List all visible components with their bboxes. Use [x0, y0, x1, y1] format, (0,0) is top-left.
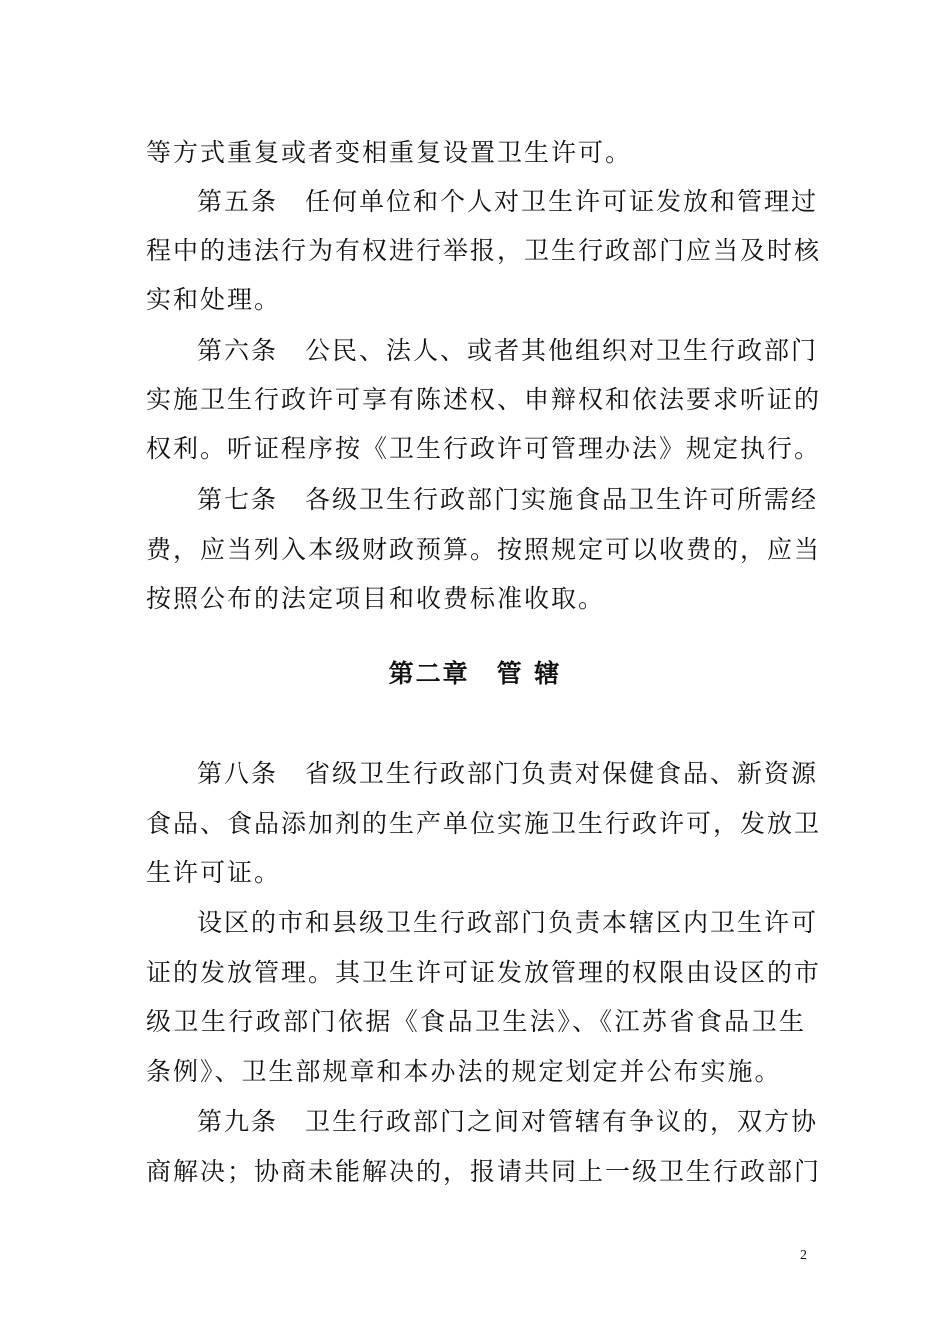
text-line: 程中的违法行为有权进行举报，卫生行政部门应当及时核 — [146, 236, 822, 265]
article-7-line-1: 第七条 各级卫生行政部门实施食品卫生许可所需经 — [197, 485, 819, 514]
text-line: 实施卫生行政许可享有陈述权、申辩权和依法要求听证的 — [146, 385, 822, 414]
text-line: 实和处理。 — [146, 285, 282, 314]
text-line: 商解决；协商未能解决的，报请共同上一级卫生行政部门 — [146, 1157, 822, 1186]
article-9-line-1: 第九条 卫生行政部门之间对管辖有争议的，双方协 — [197, 1107, 819, 1136]
text-line: 生许可证。 — [146, 858, 282, 887]
text-line: 费，应当列入本级财政预算。按照规定可以收费的，应当 — [146, 535, 822, 564]
text-line: 证的发放管理。其卫生许可证发放管理的权限由设区的市 — [146, 958, 822, 987]
text-line: 权利。听证程序按《卫生行政许可管理办法》规定执行。 — [146, 434, 822, 463]
article-5-line-1: 第五条 任何单位和个人对卫生许可证发放和管理过 — [197, 187, 819, 216]
text-line: 级卫生行政部门依据《食品卫生法》、《江苏省食品卫生 — [146, 1007, 806, 1036]
text-line: 等方式重复或者变相重复设置卫生许可。 — [146, 138, 633, 167]
text-line: 食品、食品添加剂的生产单位实施卫生行政许可，发放卫 — [146, 809, 822, 838]
page-number: 2 — [800, 1248, 807, 1263]
article-8-line-1: 第八条 省级卫生行政部门负责对保健食品、新资源 — [197, 759, 819, 788]
text-line: 按照公布的法定项目和收费标准收取。 — [146, 584, 606, 613]
text-line: 条例》、卫生部规章和本办法的规定划定并公布实施。 — [146, 1057, 782, 1086]
paragraph-line-1: 设区的市和县级卫生行政部门负责本辖区内卫生许可 — [197, 908, 819, 937]
article-6-line-1: 第六条 公民、法人、或者其他组织对卫生行政部门 — [197, 336, 819, 365]
chapter-heading: 第二章 管 辖 — [388, 659, 562, 688]
